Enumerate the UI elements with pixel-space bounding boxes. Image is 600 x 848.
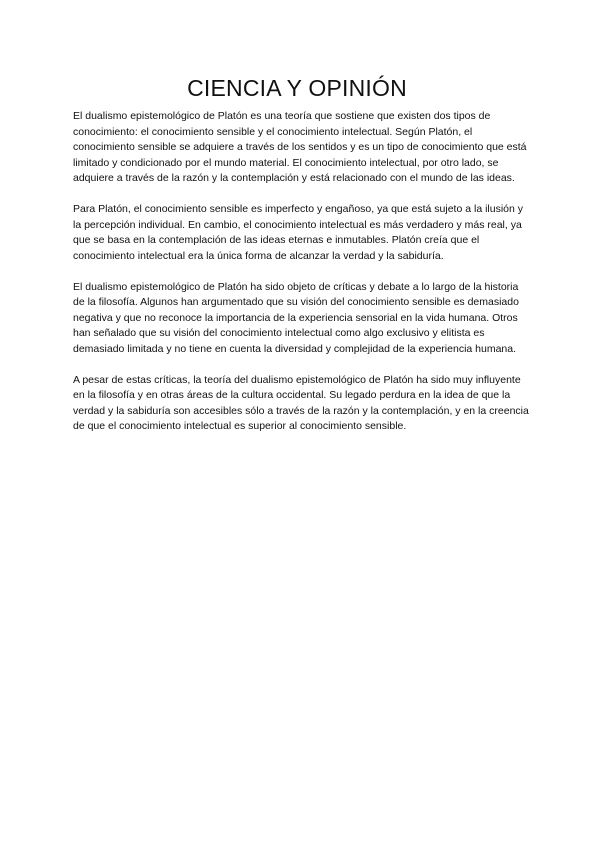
- paragraph-4: A pesar de estas críticas, la teoría del dualismo epistemológico de Platón ha sido muy influyente en la filosofía y en otras áreas de la cultura occidental. Su legado perdura en la idea de que la verdad y la sabiduría son accesibles sólo a través de la razón y la contemplación, y en la creencia de que el conocimiento intelectual es superior al conocimiento sensible.: [73, 373, 529, 432]
- paragraph-2: Para Platón, el conocimiento sensible es imperfecto y engañoso, ya que está sujeto a la ilusión y la percepción individual. En cambio, el conocimiento intelectual es más verdadero y más real, ya que se basa en la contemplación de las ideas eternas e inmutables. Platón creía que el conocimiento intelectual era la única forma de alcanzar la verdad y la sabiduría.: [73, 203, 524, 262]
- page-title: CIENCIA Y OPINIÓN: [187, 75, 407, 101]
- paragraph-1: El dualismo epistemológico de Platón es una teoría que sostiene que existen dos tipos de conocimiento: el conocimiento sensible y el conocimiento intelectual. Según Platón, el conocimiento sensible se adquiere a través de los sentidos y es un tipo de conocimiento que está limitado y condicionado por el mundo material. El conocimiento intelectual, por otro lado, se adquiere a través de la razón y la contemplación y está relacionado con el mundo de las ideas.: [73, 110, 527, 184]
- document-body: [73, 109, 532, 450]
- paragraph-3: El dualismo epistemológico de Platón ha sido objeto de críticas y debate a lo largo de la historia de la filosofía. Algunos han argumentado que su visión del conocimiento sensible es demasiado negativa y que no reconoce la importancia de la experiencia sensorial en la vida humana. Otros han señalado que su visión del conocimiento intelectual como algo exclusivo y elitista es demasiado limitada y no tiene en cuenta la diversidad y complejidad de la experiencia humana.: [73, 280, 519, 355]
